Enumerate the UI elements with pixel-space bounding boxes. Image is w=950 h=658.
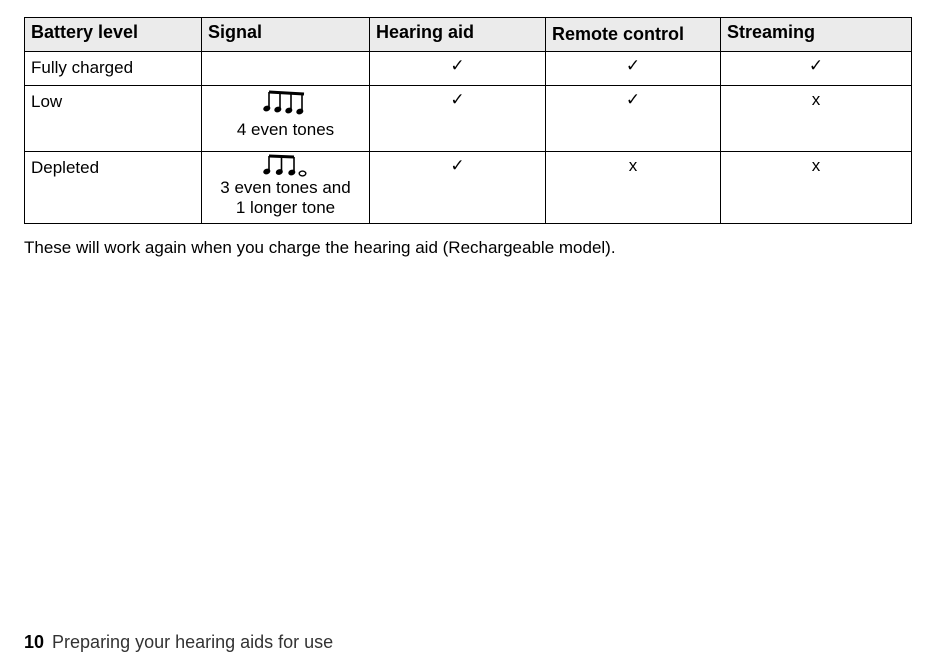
three-notes-and-whole-note-icon bbox=[263, 154, 309, 178]
battery-signal-table bbox=[24, 17, 912, 224]
table-row bbox=[25, 86, 912, 152]
streaming-cell: ✓ bbox=[721, 52, 912, 86]
header-battery-level: Battery level bbox=[25, 18, 202, 52]
header-remote-control: Remote control bbox=[546, 18, 721, 52]
hearing-aid-cell: ✓ bbox=[370, 152, 546, 224]
remote-control-cell: ✓ bbox=[546, 86, 721, 152]
signal-text: 4 even tones bbox=[236, 120, 335, 139]
battery-level-cell: Depleted bbox=[25, 152, 202, 224]
table-row bbox=[25, 152, 912, 224]
table-header-row bbox=[25, 18, 912, 52]
section-title: Preparing your hearing aids for use bbox=[52, 632, 334, 652]
battery-level-cell: Fully charged bbox=[25, 52, 202, 86]
remote-control-cell: x bbox=[546, 152, 721, 224]
header-hearing-aid: Hearing aid bbox=[370, 18, 546, 52]
header-streaming: Streaming bbox=[721, 18, 912, 52]
remote-control-cell: ✓ bbox=[546, 52, 721, 86]
recharge-note: These will work again when you charge the hearing aid (Rechargeable model). bbox=[24, 238, 616, 257]
hearing-aid-cell: ✓ bbox=[370, 86, 546, 152]
signal-cell bbox=[202, 152, 370, 224]
signal-cell bbox=[202, 52, 370, 86]
page-number: 10 bbox=[24, 632, 45, 652]
table-row bbox=[25, 52, 912, 86]
four-beamed-notes-icon bbox=[263, 88, 309, 116]
signal-cell bbox=[202, 86, 370, 152]
battery-level-cell: Low bbox=[25, 86, 202, 152]
signal-text: 3 even tones and 1 longer tone bbox=[220, 178, 351, 217]
header-signal: Signal bbox=[202, 18, 370, 52]
page-footer bbox=[24, 632, 333, 653]
streaming-cell: x bbox=[721, 86, 912, 152]
streaming-cell: x bbox=[721, 152, 912, 224]
hearing-aid-cell: ✓ bbox=[370, 52, 546, 86]
